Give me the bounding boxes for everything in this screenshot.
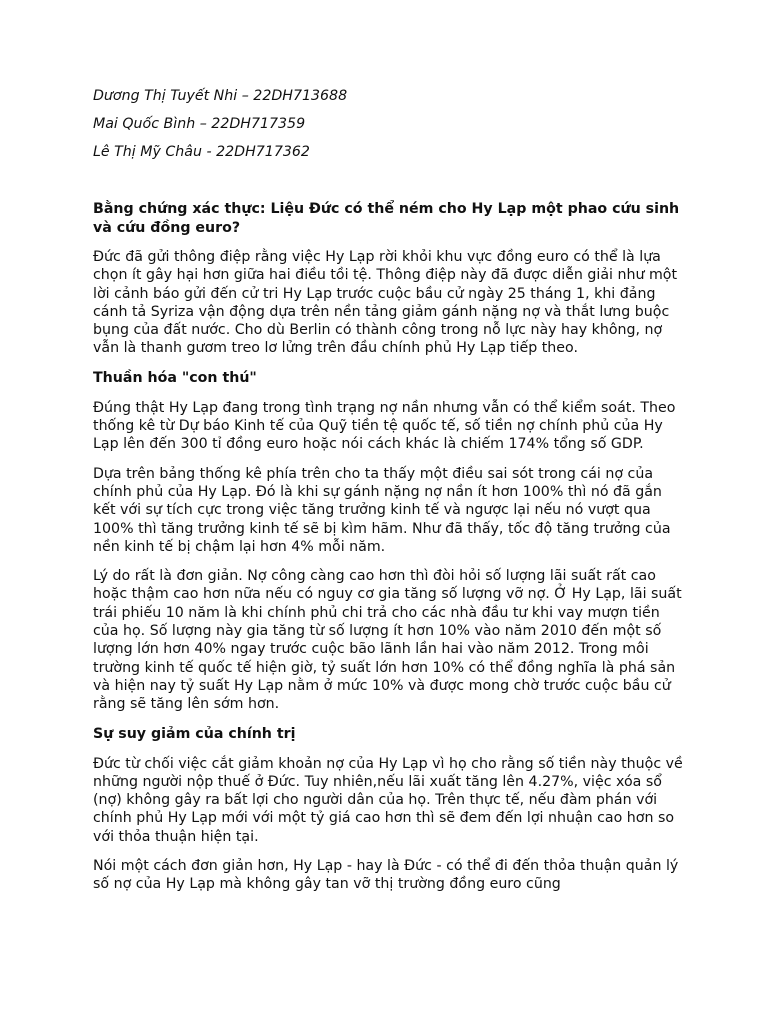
body-paragraph: Lý do rất là đơn giản. Nợ công càng cao hơn thì đòi hỏi số lượng lãi suất rất cao hoặc thậm cao hơn nữa nếu có nguy cơ gia tăng số lượng vỡ nợ. Ở Hy Lạp, lãi suất trái phiếu 10 năm là khi chính phủ chi trả cho các nhà đầu tư khi vay mượn tiền của họ. Số lượng này gia tăng từ số lượng ít hơn 10% vào năm 2010 đến một số lượng lớn hơn 40% ngay trước cuộc bão lãnh lần hai vào năm 2012. Trong môi trường kinh tế quốc tế hiện giờ, tỷ suất lớn hơn 10% có thể đồng nghĩa là phá sản và hiện nay tỷ suất Hy Lạp nằm ở mức 10% và được mong chờ trước cuộc bầu cử rằng sẽ tăng lên sớm hơn. bbox=[93, 568, 682, 713]
body-paragraph: Đức từ chối việc cắt giảm khoản nợ của Hy Lạp vì họ cho rằng số tiền này thuộc về những người nộp thuế ở Đức. Tuy nhiên,nếu lãi xuất tăng lên 4.27%, việc xóa sổ (nợ) không gây ra bất lợi cho người dân của họ. Trên thực tế, nếu đàm phán với chính phủ Hy Lạp mới với một tỷ giá cao hơn thì sẽ đem đến lợi nhuận cao hơn so với thỏa thuận hiện tại. bbox=[93, 755, 683, 845]
author-list bbox=[93, 86, 683, 170]
author-line: Mai Quốc Bình – 22DH717359 bbox=[93, 116, 306, 132]
body-paragraph: Đúng thật Hy Lạp đang trong tình trạng nợ nần nhưng vẫn có thể kiểm soát. Theo thống kê từ Dự báo Kinh tế của Quỹ tiền tệ quốc tế, số tiền nợ chính phủ của Hy Lạp lên đến 300 tỉ đồng euro hoặc nói cách khác là chiếm 174% tổng số GDP. bbox=[93, 399, 676, 453]
section-heading: Sự suy giảm của chính trị bbox=[93, 725, 296, 742]
author-line: Dương Thị Tuyết Nhi – 22DH713688 bbox=[93, 88, 348, 104]
body-paragraph: Dựa trên bảng thống kê phía trên cho ta thấy một điều sai sót trong cái nợ của chính phủ của Hy Lạp. Đó là khi sự gánh nặng nợ nần ít hơn 100% thì nó đã gắn kết với sự tích cực trong việc tăng trưởng kinh tế và ngược lại nếu nó vượt qua 100% thì tăng trưởng kinh tế sẽ bị kìm hãm. Như đã thấy, tốc độ tăng trưởng của nền kinh tế bị chậm lại hơn 4% mỗi năm. bbox=[93, 465, 671, 555]
author-line: Lê Thị Mỹ Châu - 22DH717362 bbox=[93, 144, 310, 160]
section-heading: Thuần hóa "con thú" bbox=[93, 369, 257, 386]
document-page bbox=[93, 86, 683, 905]
article-body bbox=[93, 248, 683, 894]
article-title: Bằng chứng xác thực: Liệu Đức có thể ném cho Hy Lạp một phao cứu sinh và cứu đồng euro? bbox=[93, 201, 680, 236]
intro-paragraph: Đức đã gửi thông điệp rằng việc Hy Lạp rời khỏi khu vực đồng euro có thể là lựa chọn ít gây hại hơn giữa hai điều tồi tệ. Thông điệp này đã được diễn giải như một lời cảnh báo gửi đến cử tri Hy Lạp trước cuộc bầu cử ngày 25 tháng 1, khi đảng cánh tả Syriza vận động dựa trên nền tảng giảm gánh nặng nợ và thắt lưng buộc bụng của đất nước. Cho dù Berlin có thành công trong nỗ lực này hay không, nợ vẫn là thanh gươm treo lơ lửng trên đầu chính phủ Hy Lạp tiếp theo. bbox=[93, 249, 678, 357]
body-paragraph: Nói một cách đơn giản hơn, Hy Lạp - hay là Đức - có thể đi đến thỏa thuận quản lý số nợ của Hy Lạp mà không gây tan vỡ thị trường đồng euro cũng bbox=[93, 858, 679, 893]
